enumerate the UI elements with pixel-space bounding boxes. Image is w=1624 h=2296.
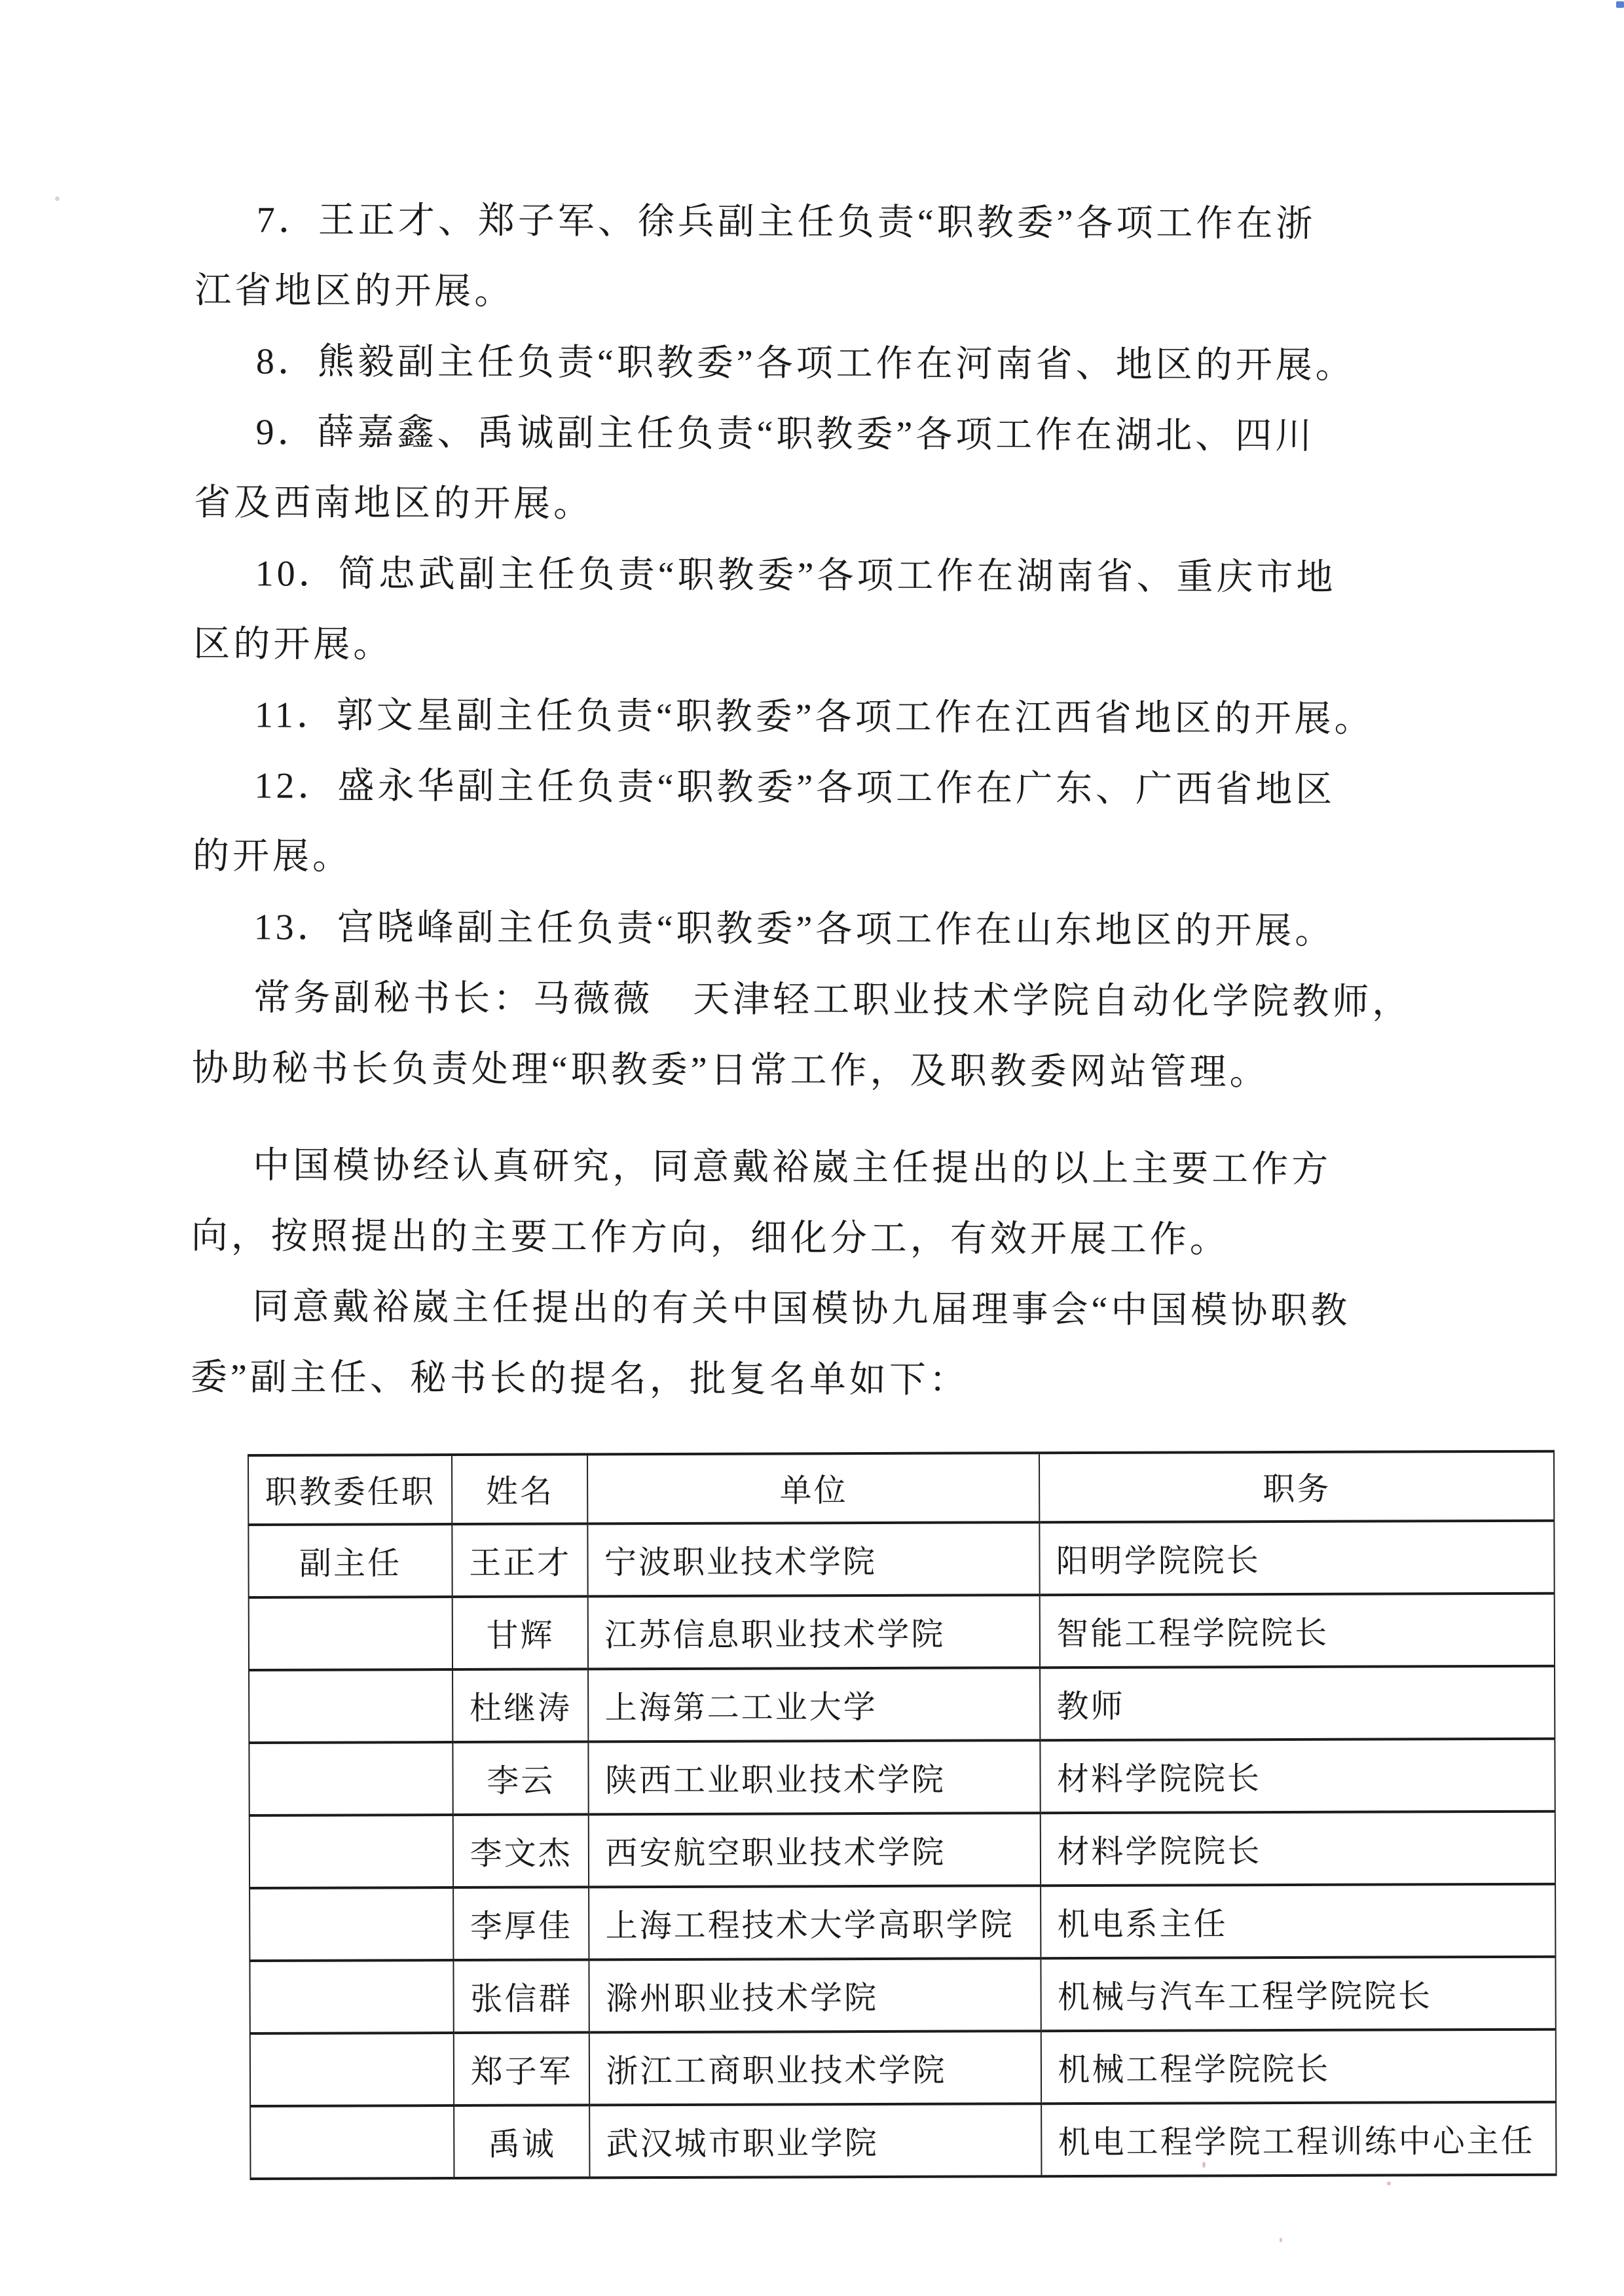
scan-speck	[1280, 2238, 1282, 2242]
text-line: 12．盛永华副主任负责“职教委”各项工作在广东、广西省地区	[254, 765, 1336, 811]
text-line: 常务副秘书长：马薇薇 天津轻工职业技术学院自动化学院教师，	[253, 977, 1412, 1023]
table-header-row	[248, 1451, 1554, 1525]
text-line: 省及西南地区的开展。	[194, 482, 594, 525]
table-cell: 副主任	[248, 1524, 452, 1597]
text-line: 协助秘书长负责处理“职教委”日常工作，及职教委网站管理。	[191, 1048, 1270, 1093]
text-line: 中国模协经认真研究，同意戴裕崴主任提出的以上主要工作方	[253, 1145, 1332, 1190]
table-cell: 上海工程技术大学高职学院	[589, 1886, 1041, 1959]
text-line: 委”副主任、秘书长的提名，批复名单如下：	[190, 1357, 969, 1401]
table-cell	[249, 1669, 452, 1743]
table-cell: 郑子军	[454, 2032, 590, 2105]
text-line: 的开展。	[192, 835, 353, 877]
table-row	[248, 1521, 1554, 1597]
scan-speck	[1202, 2162, 1206, 2168]
table-row	[250, 2102, 1556, 2179]
table-cell: 上海第二工业大学	[588, 1667, 1040, 1741]
table-cell: 教师	[1040, 1666, 1555, 1740]
table-cell	[249, 1960, 453, 2033]
table-row	[249, 1666, 1555, 1743]
table-cell: 禹诚	[454, 2105, 590, 2178]
table-cell	[249, 1597, 452, 1670]
table-cell: 滁州职业技术学院	[589, 1958, 1041, 2032]
table-cell: 李厚佳	[453, 1887, 589, 1960]
table-cell: 武汉城市职业学院	[590, 2104, 1042, 2178]
table-header-cell: 姓名	[452, 1454, 588, 1524]
table-cell: 材料学院院长	[1041, 1739, 1555, 1813]
table-cell: 李文杰	[453, 1814, 589, 1887]
table-cell: 机械与汽车工程学院院长	[1041, 1957, 1556, 2031]
text-line: 同意戴裕崴主任提出的有关中国模协九届理事会“中国模协职教	[252, 1286, 1351, 1332]
text-line: 11．郭文星副主任负责“职教委”各项工作在江西省地区的开展。	[254, 695, 1375, 740]
table-cell: 机电系主任	[1041, 1884, 1555, 1958]
text-line: 7．王正才、郑子军、徐兵副主任负责“职教委”各项工作在浙	[256, 200, 1316, 245]
text-line: 江省地区的开展。	[194, 270, 515, 312]
table-cell: 江苏信息职业技术学院	[588, 1595, 1040, 1669]
table-row	[249, 1884, 1555, 1961]
appointment-table	[248, 1450, 1557, 2180]
table-cell	[249, 1815, 453, 1888]
table-cell: 机电工程学院工程训练中心主任	[1041, 2102, 1556, 2176]
scan-speck	[1616, 1, 1624, 8]
table-cell	[250, 2033, 454, 2106]
text-line: 区的开展。	[193, 623, 394, 666]
table-row	[249, 1957, 1555, 2033]
table-cell: 杜继涛	[452, 1669, 589, 1742]
scan-speck	[55, 196, 60, 201]
table-header-cell: 职务	[1039, 1451, 1554, 1522]
table-cell: 甘辉	[452, 1596, 589, 1669]
table-cell: 西安航空职业技术学院	[589, 1813, 1041, 1887]
table-cell	[249, 1742, 452, 1815]
table-header-cell: 单位	[587, 1453, 1039, 1523]
table-cell: 张信群	[453, 1959, 589, 2033]
table-cell: 王正才	[452, 1523, 588, 1597]
table-row	[250, 2030, 1556, 2106]
table-cell: 李云	[452, 1741, 589, 1815]
table-row	[249, 1812, 1555, 1888]
table-cell: 陕西工业职业技术学院	[589, 1740, 1041, 1814]
text-line: 13．宫晓峰副主任负责“职教委”各项工作在山东地区的开展。	[253, 907, 1335, 952]
table-cell: 浙江工商职业技术学院	[589, 2031, 1041, 2105]
table-cell: 智能工程学院院长	[1040, 1594, 1555, 1667]
paragraph-area	[191, 185, 1434, 1417]
table-row	[249, 1594, 1555, 1670]
table-cell	[249, 1887, 453, 1961]
table-cell: 机械工程学院院长	[1041, 2030, 1556, 2104]
scan-speck	[1387, 2181, 1391, 2185]
table-cell	[250, 2105, 454, 2179]
table-row	[249, 1739, 1555, 1815]
text-line: 10．简忠武副主任负责“职教委”各项工作在湖南省、重庆市地	[255, 553, 1337, 598]
table-cell: 宁波职业技术学院	[588, 1522, 1040, 1596]
table-cell: 材料学院院长	[1041, 1812, 1555, 1886]
text-line: 8．熊毅副主任负责“职教委”各项工作在河南省、地区的开展。	[255, 341, 1356, 386]
table-header-cell: 职教委任职	[248, 1455, 452, 1525]
table-cell: 阳明学院院长	[1040, 1521, 1555, 1595]
text-line: 9．薛嘉鑫、禹诚副主任负责“职教委”各项工作在湖北、四川	[255, 412, 1316, 457]
text-line: 向，按照提出的主要工作方向，细化分工，有效开展工作。	[191, 1215, 1230, 1261]
